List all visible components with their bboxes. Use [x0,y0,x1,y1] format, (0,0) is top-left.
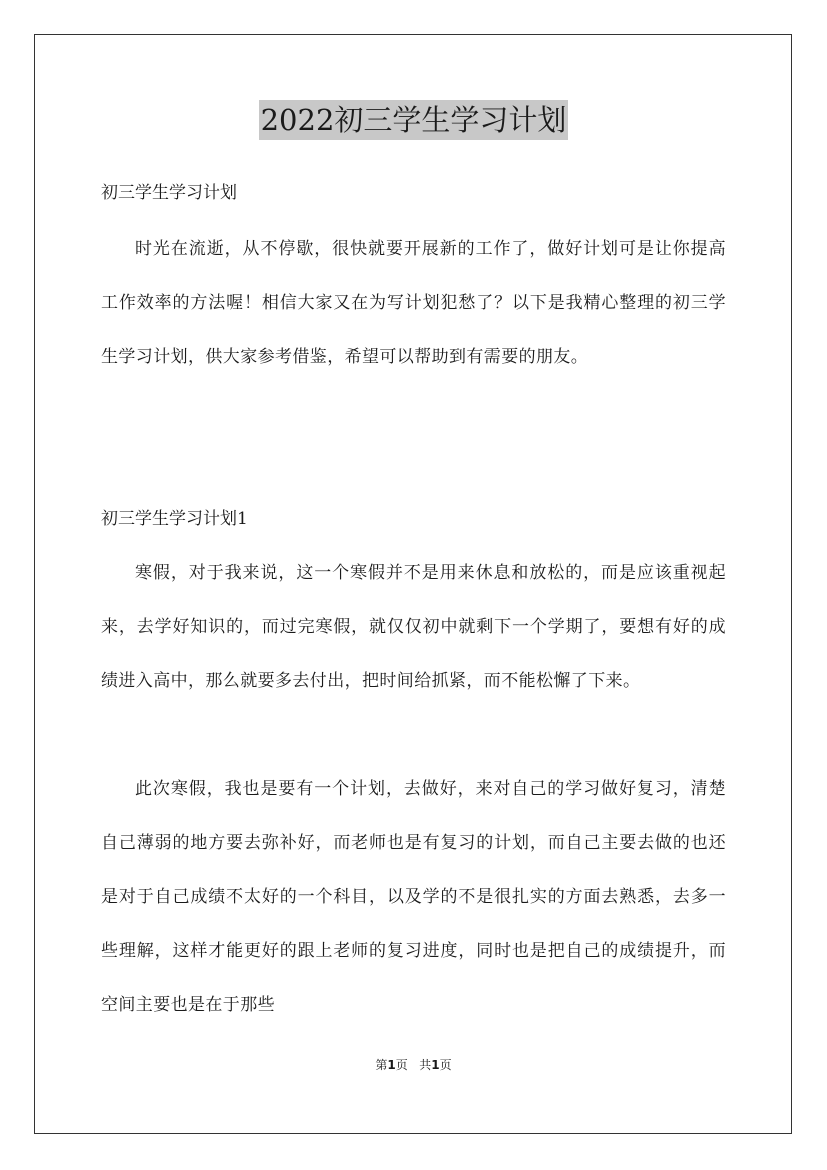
intro-heading: 初三学生学习计划 [101,183,237,203]
page-footer [0,1057,827,1073]
footer-page-number: 1 [387,1058,396,1072]
footer-total-number: 1 [431,1058,440,1072]
intro-paragraph: 时光在流逝，从不停歇，很快就要开展新的工作了，做好计划可是让你提高工作效率的方法喔！相信大家又在为写计划犯愁了？以下是我精心整理的初三学生学习计划，供大家参考借鉴，希望可以帮助到有需要的朋友。 [101,239,726,367]
document-title [0,100,827,140]
footer-page-unit: 页 [395,1058,408,1072]
section1-paragraph-1: 寒假，对于我来说，这一个寒假并不是用来休息和放松的，而是应该重视起来，去学好知识的，而过完寒假，就仅仅初中就剩下一个学期了，要想有好的成绩进入高中，那么就要多去付出，把时间给抓紧，而不能松懈了下来。 [101,563,726,691]
footer-total-prefix: 共 [419,1058,432,1072]
section1-paragraph-2: 此次寒假，我也是要有一个计划，去做好，来对自己的学习做好复习，清楚自己薄弱的地方要去弥补好，而老师也是有复习的计划，而自己主要去做的也还是对于自己成绩不太好的一个科目，以及学的不是很扎实的方面去熟悉，去多一些理解，这样才能更好的跟上老师的复习进度，同时也是把自己的成绩提升，而空间主要也是在于那些 [101,779,726,1015]
footer-total-unit: 页 [439,1058,452,1072]
footer-page-prefix: 第 [375,1058,388,1072]
document-title-text: 2022初三学生学习计划 [259,100,569,140]
section1-heading: 初三学生学习计划1 [101,509,248,529]
